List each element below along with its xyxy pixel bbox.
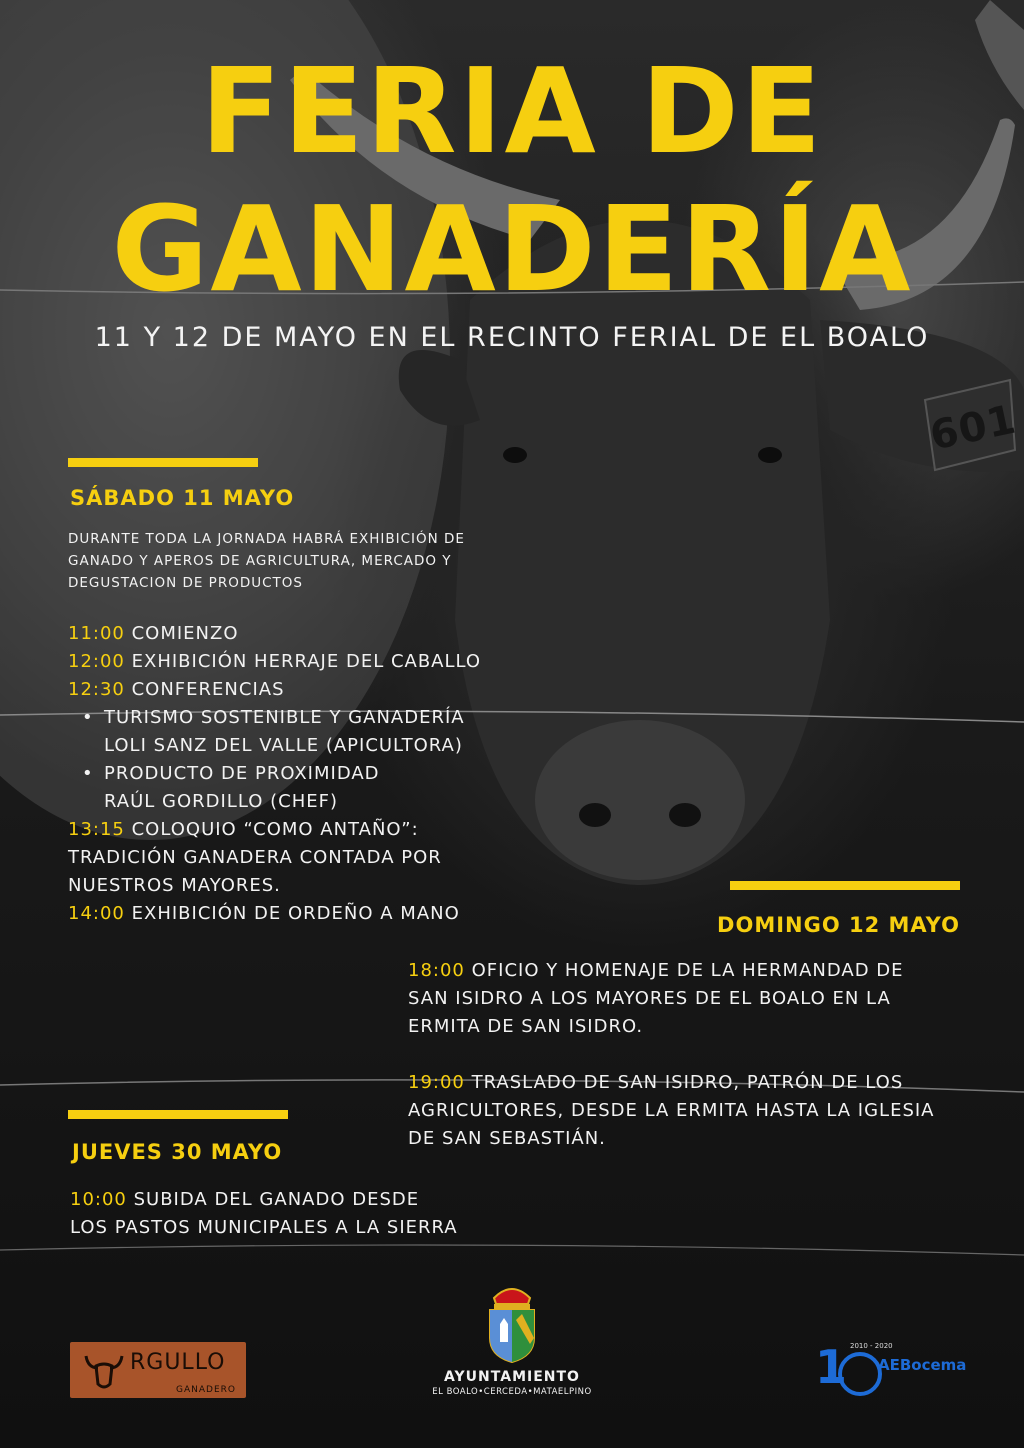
sunday-schedule — [408, 957, 935, 1153]
item-time: 11:00 — [68, 623, 125, 644]
saturday-schedule — [68, 620, 481, 928]
event-subtitle: 11 Y 12 DE MAYO EN EL RECINTO FERIAL DE EL BOALO — [94, 322, 930, 353]
schedule-item — [68, 816, 481, 844]
thursday-schedule — [70, 1186, 458, 1242]
talk-title: • TURISMO SOSTENIBLE Y GANADERÍA — [68, 704, 481, 732]
item-text-continued: NUESTROS MAYORES. — [68, 875, 281, 896]
schedule-item — [70, 1186, 458, 1214]
orgullo-ganadero-logo — [70, 1342, 246, 1398]
orgullo-logo-subtext: GANADERO — [176, 1385, 236, 1395]
sunday-heading: DOMINGO 12 MAYO — [717, 913, 960, 937]
saturday-divider — [68, 458, 258, 467]
saturday-heading: SÁBADO 11 MAYO — [70, 486, 295, 510]
item-text-continued: ERMITA DE SAN ISIDRO. — [408, 1016, 644, 1037]
item-text-continued: TRADICIÓN GANADERA CONTADA POR — [68, 847, 442, 868]
bocema-years-text: 2010 - 2020 — [850, 1342, 893, 1350]
item-text-continued: SAN ISIDRO A LOS MAYORES DE EL BOALO EN LA — [408, 988, 891, 1009]
bull-head-icon — [80, 1346, 128, 1394]
thursday-divider — [68, 1110, 288, 1119]
item-text-continued: AGRICULTORES, DESDE LA ERMITA HASTA LA IGLESIA — [408, 1100, 935, 1121]
item-text: CONFERENCIAS — [131, 679, 285, 700]
item-text-continued: LOS PASTOS MUNICIPALES A LA SIERRA — [70, 1217, 458, 1238]
bocema-ten-years-mark: 1 — [815, 1340, 848, 1394]
thursday-heading: JUEVES 30 MAYO — [72, 1140, 283, 1164]
schedule-item — [408, 1069, 935, 1097]
item-time: 12:30 — [68, 679, 125, 700]
schedule-item — [68, 676, 481, 704]
schedule-item — [68, 620, 481, 648]
talk-speaker: RAÚL GORDILLO (CHEF) — [104, 791, 338, 812]
item-text-continued: DE SAN SEBASTIÁN. — [408, 1128, 606, 1149]
item-time: 14:00 — [68, 903, 125, 924]
item-text: EXHIBICIÓN HERRAJE DEL CABALLO — [131, 651, 482, 672]
title-line-1: FERIA DE — [200, 42, 824, 180]
schedule-item — [68, 648, 481, 676]
item-time: 13:15 — [68, 819, 125, 840]
talk-speaker: LOLI SANZ DEL VALLE (APICULTORA) — [104, 735, 463, 756]
orgullo-logo-text: RGULLO — [130, 1350, 226, 1375]
coat-of-arms-icon — [482, 1280, 542, 1364]
ayuntamiento-logo-subtext: EL BOALO•CERCEDA•MATAELPINO — [432, 1387, 592, 1397]
item-time: 10:00 — [70, 1189, 127, 1210]
item-text: EXHIBICIÓN DE ORDEÑO A MANO — [131, 903, 460, 924]
item-time: 18:00 — [408, 960, 465, 981]
item-time: 19:00 — [408, 1072, 465, 1093]
ear-tag-number: 601 — [926, 396, 1021, 460]
schedule-item — [68, 900, 481, 928]
item-text: COMIENZO — [131, 623, 239, 644]
item-time: 12:00 — [68, 651, 125, 672]
schedule-item — [408, 957, 935, 985]
ayuntamiento-logo-text: AYUNTAMIENTO — [444, 1369, 580, 1385]
item-text: OFICIO Y HOMENAJE DE LA HERMANDAD DE — [471, 960, 904, 981]
saturday-intro: DURANTE TODA LA JORNADA HABRÁ EXHIBICIÓN DE GANADO Y APEROS DE AGRICULTURA, MERCADO Y DEGUSTACION DE PRODUCTOS — [68, 531, 465, 591]
bocema-circle — [838, 1352, 882, 1396]
item-text: SUBIDA DEL GANADO DESDE — [133, 1189, 420, 1210]
item-text: COLOQUIO “COMO ANTAÑO”: — [131, 819, 419, 840]
item-text: TRASLADO DE SAN ISIDRO, PATRÓN DE LOS — [471, 1072, 904, 1093]
sunday-divider — [730, 881, 960, 890]
talk-title: • PRODUCTO DE PROXIMIDAD — [68, 760, 481, 788]
bocema-logo-text: AEBocema — [878, 1356, 967, 1374]
title-line-2: GANADERÍA — [111, 180, 913, 318]
